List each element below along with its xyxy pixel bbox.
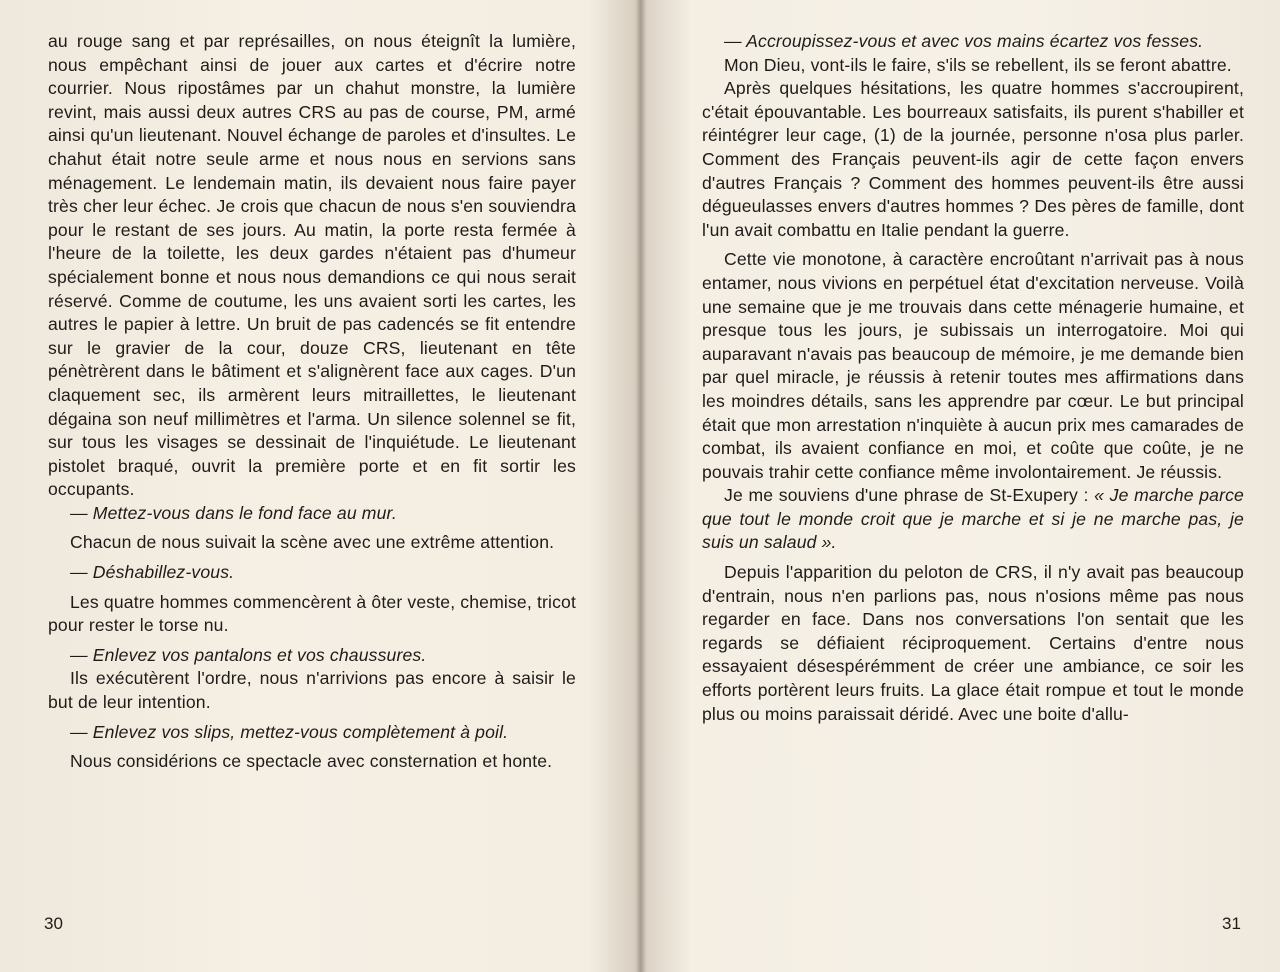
- right-paragraph-2: Mon Dieu, vont-ils le faire, s'ils se rebellent, ils se feront abattre.: [724, 54, 1232, 75]
- right-page: [702, 30, 1244, 726]
- right-paragraph-5: [702, 484, 1244, 555]
- page-number-left: 30: [44, 914, 63, 933]
- left-page: [48, 30, 576, 774]
- left-paragraph-7: Ils exécutèrent l'ordre, nous n'arrivions pas encore à saisir le but de leur intention.: [48, 668, 576, 713]
- st-exupery-quote: « Je marche parce que tout le monde croit que je marche et si je ne marche pas, je suis un salaud ».: [702, 485, 1244, 553]
- left-paragraph-2: — Mettez-vous dans le fond face au mur.: [70, 502, 397, 523]
- book-gutter: [636, 0, 646, 972]
- left-paragraph-8: — Enlevez vos slips, mettez-vous complètement à poil.: [70, 721, 509, 742]
- left-paragraph-9: Nous considérions ce spectacle avec consternation et honte.: [70, 751, 553, 772]
- left-paragraph-6: — Enlevez vos pantalons et vos chaussures.: [70, 644, 427, 665]
- left-paragraph-3: Chacun de nous suivait la scène avec une extrême attention.: [70, 532, 555, 553]
- right-paragraph-1: — Accroupissez-vous et avec vos mains écartez vos fesses.: [724, 31, 1204, 51]
- left-paragraph-1: au rouge sang et par représailles, on nous éteignît la lumière, nous empêchant ainsi de jouer aux cartes et d'écrire notre courrier. Nous ripostâmes par un chahut monstre, la lumière revint, mais aussi deux autres CRS au pas de course, PM, armé ainsi qu'un lieutenant. Nouvel échange de paroles et d'insultes. Le chahut était notre seule arme et nous nous en servions sans ménagement. Le lendemain matin, ils devaient nous faire payer très cher leur échec. Je crois que chacun de nous s'en souviendra pour le restant de ses jours. Au matin, la porte resta fermée à l'heure de la toilette, les deux gardes n'étaient pas d'humeur spécialement bonne et nous nous demandions ce qui nous serait réservé. Comme de coutume, les uns avaient sorti les cartes, les autres le papier à lettre. Un bruit de pas cadencés se fit entendre sur le gravier de la cour, douze CRS, lieutenant en tête pénètrèrent dans le bâtiment et s'alignèrent face aux cages. D'un claquement sec, ils armèrent leurs mitraillettes, le lieutenant dégaina son neuf millimètres et l'arma. Un silence solennel se fit, sur tous les visages se dessinait de l'inquiétude. Le lieutenant pistolet braqué, ouvrit la première porte et en fit sortir les occupants.: [48, 31, 576, 500]
- right-paragraph-4: Cette vie monotone, à caractère encroûtant n'arrivait pas à nous entamer, nous vivions en perpétuel état d'excitation nerveuse. Voilà une semaine que je me trouvais dans cette ménagerie humaine, et presque tous les jours, je subissais un interrogatoire. Moi qui auparavant n'avais pas beaucoup de mémoire, je me demande bien par quel miracle, je réussis à retenir toutes mes affirmations dans les moindres détails, sans les apprendre par cœur. Le but principal était que mon arrestation n'inquiète à aucun prix mes camarades de combat, ils avaient confiance en moi, et coûte que coûte, je ne pouvais trahir cette confiance même involontairement. Je réussis.: [702, 249, 1244, 482]
- right-paragraph-5-intro: Je me souviens d'une phrase de St-Exupery :: [724, 485, 1095, 506]
- left-paragraph-5: Les quatre hommes commencèrent à ôter veste, chemise, tricot pour rester le torse nu.: [48, 591, 576, 636]
- right-paragraph-6: Depuis l'apparition du peloton de CRS, il n'y avait pas beaucoup d'entrain, nous n'en parlions pas, nous n'osions même pas nous regarder en face. Dans nos conversations l'on sentait que les regards se défiaient réciproquement. Certains d'entre nous essayaient désespérémment de créer une ambiance, ce soir les efforts portèrent leurs fruits. La glace était rompue et tout le monde plus ou moins paraissait déridé. Avec une boite d'allu-: [702, 562, 1244, 724]
- left-paragraph-4: — Déshabillez-vous.: [70, 562, 235, 583]
- page-number-right: 31: [1222, 914, 1241, 933]
- right-paragraph-3: Après quelques hésitations, les quatre hommes s'accroupirent, c'était épouvantable. Les bourreaux satisfaits, ils purent s'habiller et réintégrer leur cage, (1) de la journée, personne n'osa plus parler. Comment des Français peuvent-ils agir de cette façon envers d'autres Français ? Comment des hommes peuvent-ils être aussi dégueulasses envers d'autres hommes ? Des pères de famille, dont l'un avait combattu en Italie pendant la guerre.: [702, 78, 1244, 240]
